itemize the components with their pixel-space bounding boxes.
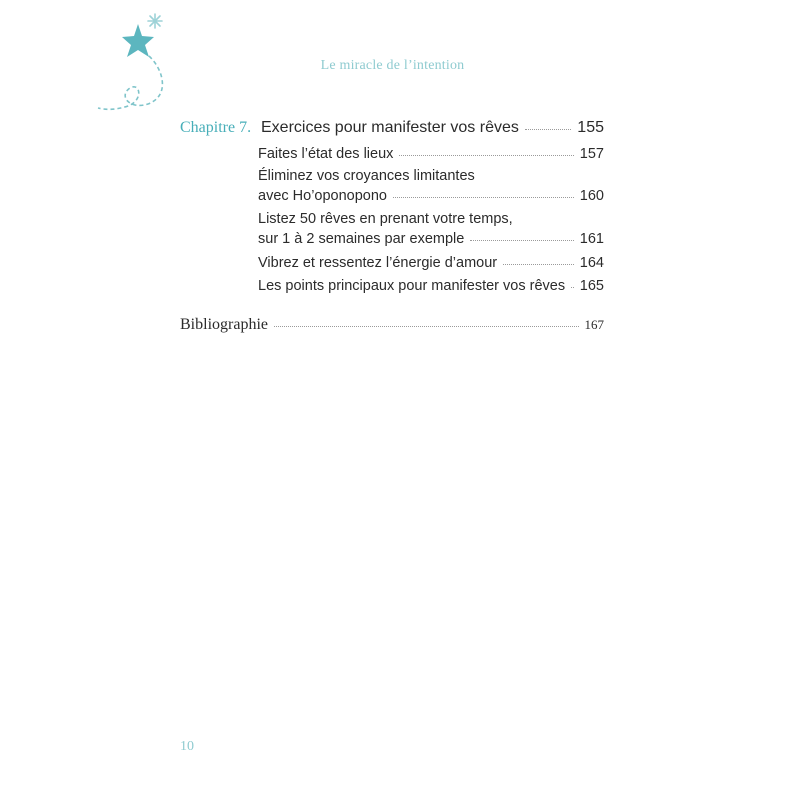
toc-page-number: 161: [579, 231, 604, 247]
toc-page-number: 160: [579, 188, 604, 204]
toc-bibliography-entry[interactable]: [180, 316, 604, 334]
toc-leader: [399, 155, 573, 156]
toc-page-number: 157: [579, 146, 604, 162]
toc-entry-title: Vibrez et ressentez l’énergie d’amour: [258, 255, 498, 271]
toc-bibliography-title: Bibliographie: [180, 316, 268, 333]
toc-entry-title: sur 1 à 2 semaines par exemple: [258, 231, 465, 247]
toc-leader: [571, 287, 574, 288]
toc-leader: [503, 264, 574, 265]
footer-page-number: 10: [180, 739, 194, 754]
toc-entry[interactable]: [258, 255, 604, 271]
toc-page-number: 164: [579, 255, 604, 271]
toc-leader: [525, 129, 571, 130]
toc-entry-title: Faites l’état des lieux: [258, 146, 394, 162]
toc-leader: [274, 326, 579, 327]
toc-entry-title-line: Éliminez vos croyances limitantes: [258, 168, 475, 184]
toc-entry[interactable]: [258, 278, 604, 294]
toc-entry[interactable]: [258, 188, 604, 204]
toc-leader: [470, 240, 573, 241]
toc-entry[interactable]: [258, 231, 604, 247]
toc-page-number: 165: [579, 278, 604, 294]
chapter-label: Chapitre 7.: [180, 119, 252, 136]
toc-page-number: 167: [584, 317, 604, 332]
toc-entry-title-line: Listez 50 rêves en prenant votre temps,: [258, 211, 513, 227]
toc-entry-title: Les points principaux pour manifester vos rêves: [258, 278, 566, 294]
toc-entry-title: avec Ho’oponopono: [258, 188, 387, 204]
toc-chapter-entry[interactable]: [261, 119, 604, 137]
toc-leader: [393, 197, 574, 198]
toc-page-number: 155: [577, 119, 604, 136]
toc-entry[interactable]: [258, 146, 604, 162]
toc-chapter-title: Exercices pour manifester vos rêves: [261, 119, 519, 136]
running-header: Le miracle de l’intention: [320, 58, 465, 73]
